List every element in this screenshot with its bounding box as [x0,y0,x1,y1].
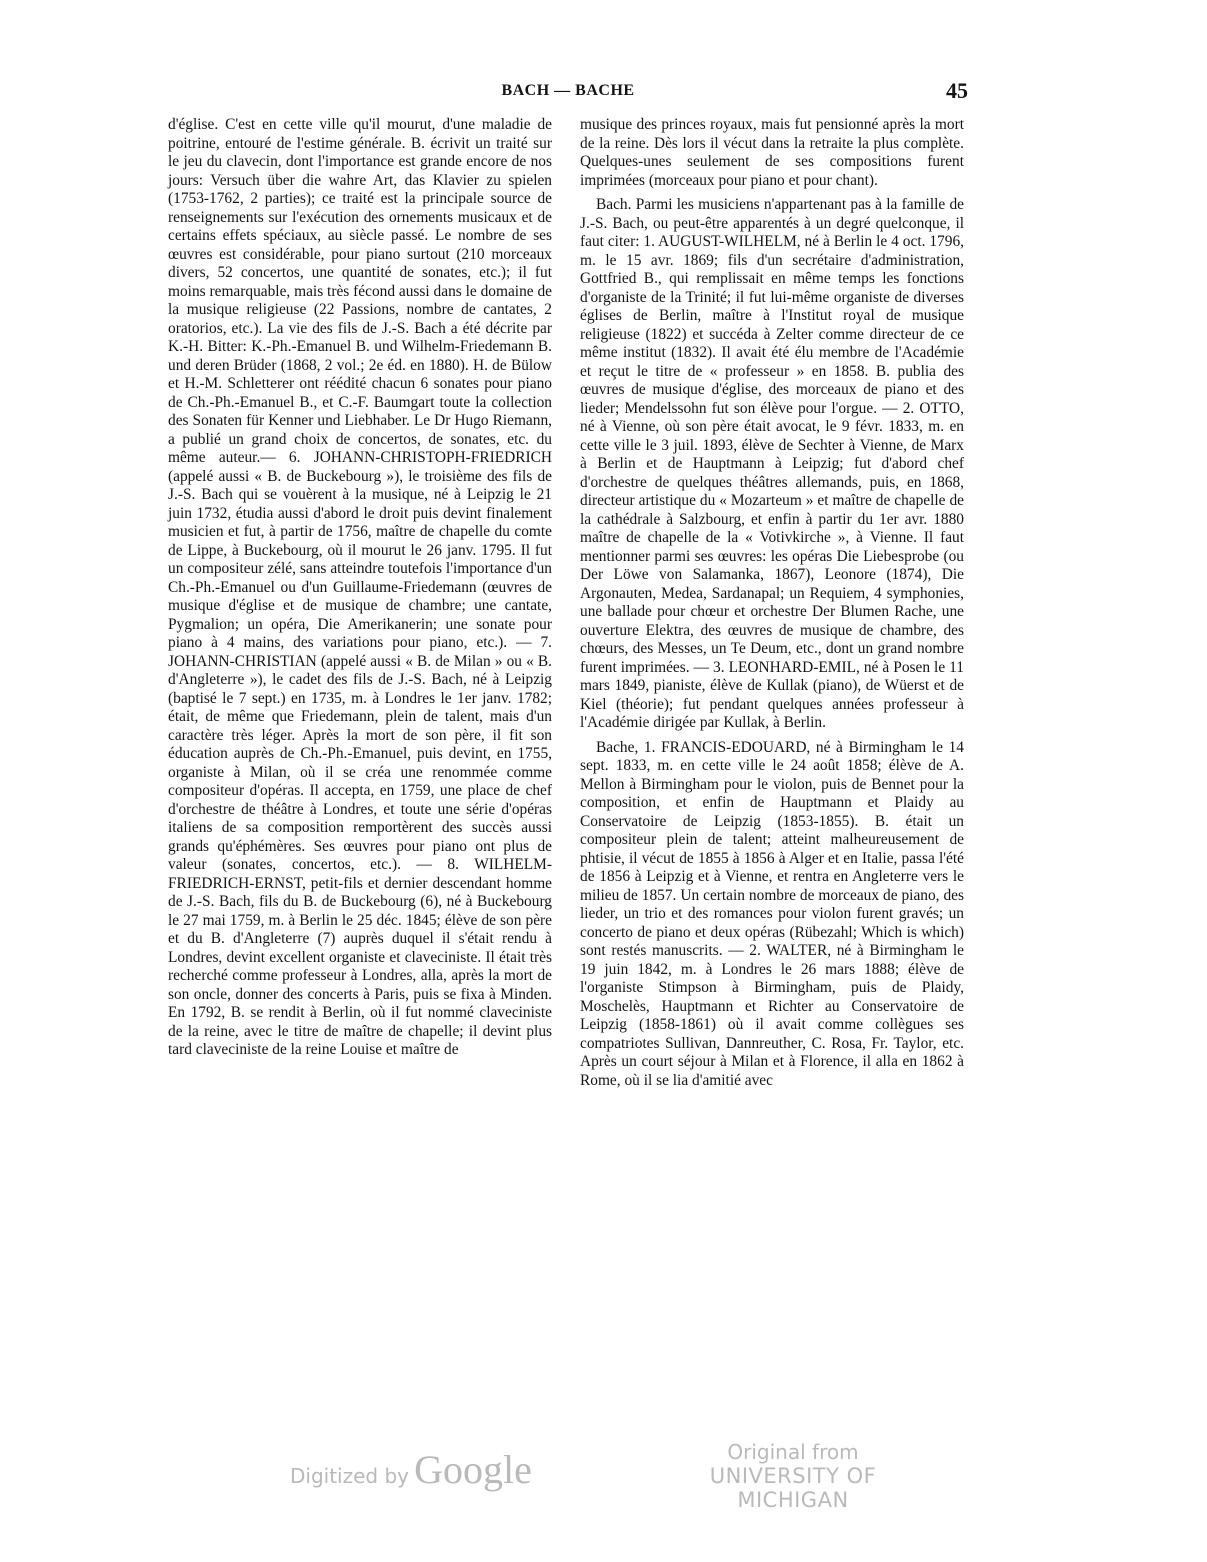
google-watermark [290,1446,532,1493]
left-paragraph: d'église. C'est en cette ville qu'il mourut, d'une maladie de poitrine, entouré de l'estime générale. B. écrivit un traité sur le jeu du clavecin, dont l'importance est grande encore de nos jours: Versuch über die wahre Art, das Klavier zu spielen (1753-1762, 2 parties); ce traité est la principale source de renseignements sur l'exécution des ornements musicaux et de certains effets spéciaux, au siècle passé. Le nombre de ses œuvres est considérable, pour piano surtout (210 morceaux divers, 52 concertos, une quantité de sonates, etc.); il fut moins remarquable, mais très fécond aussi dans le domaine de la musique religieuse (22 Passions, nombre de cantates, 2 oratorios, etc.). La vie des fils de J.-S. Bach a été décrite par K.-H. Bitter: K.-Ph.-Emanuel B. und Wilhelm-Friedemann B. und deren Brüder (1868, 2 vol.; 2e éd. en 1880). H. de Bülow et H.-M. Schletterer ont réédité chacun 6 sonates pour piano de Ch.-Ph.-Emanuel B., et C.-F. Baumgart toute la collection des Sonaten für Kenner und Liebhaber. Le Dr Hugo Riemann, a publié un grand choix de concertos, de sonates, etc. du même auteur.— 6. JOHANN-CHRISTOPH-FRIEDRICH (appelé aussi « B. de Buckebourg »), le troisième des fils de J.-S. Bach qui se vouèrent à la musique, né à Leipzig le 21 juin 1732, étudia aussi d'abord le droit puis devint finalement musicien et fut, à partir de 1756, maître de chapelle du comte de Lippe, à Buckebourg, où il mourut le 26 janv. 1795. Il fut un compositeur zélé, sans atteindre toutefois l'importance d'un Ch.-Ph.-Emanuel ou d'un Guillaume-Friedemann (œuvres de musique d'église et de musique de chambre; une cantate, Pygmalion; un opéra, Die Amerikanerin; une sonate pour piano à 4 mains, des variations pour piano, etc.). — 7. JOHANN-CHRISTIAN (appelé aussi « B. de Milan » ou « B. d'Angleterre »), le cadet des fils de J.-S. Bach, né à Leipzig (baptisé le 7 sept.) en 1735, m. à Londres le 1er janv. 1782; était, de même que Friedemann, plein de talent, mais d'un caractère très léger. Après la mort de son père, il fit son éducation auprès de Ch.-Ph.-Emanuel, puis devint, en 1755, organiste à Milan, où il se créa une renommée comme compositeur d'opéras. Il accepta, en 1759, une place de chef d'orchestre de théâtre à Londres, et toute une série d'opéras italiens de sa composition remportèrent des succès aussi grands qu'éphémères. Ses œuvres pour piano ont plus de valeur (sonates, concertos, etc.). — 8. WILHELM-FRIEDRICH-ERNST, petit-fils et dernier descendant homme de J.-S. Bach, fils du B. de Buckebourg (6), né à Buckebourg le 27 mai 1759, m. à Berlin le 25 déc. 1845; élève de son père et du B. d'Angleterre (7) auprès duquel il s'était rendu à Londres, devint excellent organiste et claveciniste. Il était très recherché comme professeur à Londres, alla, après la mort de son oncle, donner des concerts à Paris, puis se fixa à Minden. En 1792, B. se rendit à Berlin, où il fut nommé claveciniste de la reine, avec le titre de maître de chapelle; il devint plus tard claveciniste de la reine Louise et maître de [168,116,552,1058]
original-from-label: Original from [727,1440,859,1464]
page-header [168,78,968,108]
digitized-by-label: Digitized by [290,1464,409,1488]
page-number: 45 [946,78,968,103]
running-head: BACH — BACHE [501,82,635,99]
digitization-footer [0,1440,1207,1512]
entry-bache: Bache, 1. FRANCIS-EDOUARD, né à Birmingham le 14 sept. 1833, m. en cette ville le 24 août 1858; élève de A. Mellon à Birmingham pour le violon, puis de Bennet pour la composition, et enfin de Hauptmann et Plaidy au Conservatoire de Leipzig (1853-1855). B. était un compositeur plein de talent; atteint malheureusement de phtisie, il vécut de 1855 à 1856 à Alger et en Italie, passa l'été de 1856 à Leipzig et à Vienne, et rentra en Angleterre vers le milieu de 1857. Un certain nombre de morceaux de piano, des lieder, un trio et des romances pour violon furent gravés; un concerto de piano et deux opéras (Rübezahl; Which is which) sont restés manuscrits. — 2. WALTER, né à Birmingham le 19 juin 1842, m. à Londres le 26 mars 1888; élève de l'organiste Stimpson à Birmingham, puis de Plaidy, Moschelès, Hauptmann et Richter au Conservatoire de Leipzig (1858-1861) où il avait comme collègues ses compatriotes Sullivan, Dannreuther, C. Rosa, Fr. Taylor, etc. Après un court séjour à Milan et à Florence, il alla en 1862 à Rome, où il se lia d'amitié avec [580,738,964,1089]
left-column [168,116,552,1060]
source-watermark [668,1440,918,1512]
university-label: UNIVERSITY OF MICHIGAN [709,1464,877,1512]
google-logo: Google [414,1447,532,1492]
entry-bach: Bach. Parmi les musiciens n'appartenant pas à la famille de J.-S. Bach, ou peut-être apparentés à un degré quelconque, il faut citer: 1. AUGUST-WILHELM, né à Berlin le 4 oct. 1796, m. le 15 avr. 1869; fils d'un secrétaire d'administration, Gottfried B., qui remplissait en même temps les fonctions d'organiste de la Trinité; il fut lui-même organiste de diverses églises de Berlin, maître à l'Institut royal de musique religieuse (1822) et succéda à Zelter comme directeur de ce même institut (1832). Il avait été élu membre de l'Académie et reçut le titre de « professeur » en 1858. B. publia des œuvres de musique d'église, des morceaux de piano et des lieder; Mendelssohn fut son élève pour l'orgue. — 2. OTTO, né à Vienne, où son père était avocat, le 9 févr. 1833, m. en cette ville le 3 juil. 1893, élève de Sechter à Vienne, de Marx à Berlin et de Hauptmann à Leipzig; fut d'abord chef d'orchestre de quelques théâtres allemands, puis, en 1868, directeur artistique du « Mozarteum » et maître de chapelle de la cathédrale à Salzbourg, et enfin à partir du 1er avr. 1880 maître de chapelle de la « Votivkirche », à Vienne. Il faut mentionner parmi ses œuvres: les opéras Die Liebesprobe (ou Der Löwe von Salamanka, 1867), Leonore (1874), Die Argonauten, Medea, Sardanapal; un Requiem, 4 symphonies, une ballade pour chœur et orchestre Der Blumen Rache, une ouverture Elektra, des œuvres de musique de chambre, des chœurs, des Messes, un Te Deum, etc., dont un grand nombre furent imprimées. — 3. LEONHARD-EMIL, né à Posen le 11 mars 1849, pianiste, élève de Kullak (piano), de Wüerst et de Kiel (théorie); fut pendant quelques années professeur à l'Académie dirigée par Kullak, à Berlin. [580,196,964,731]
right-paragraph-continuation: musique des princes royaux, mais fut pensionné après la mort de la reine. Dès lors il vécut dans la retraite la plus complète. Quelques-unes seulement de ses compositions furent imprimées (morceaux pour piano et pour chant). [580,116,964,189]
right-column [580,116,964,1090]
